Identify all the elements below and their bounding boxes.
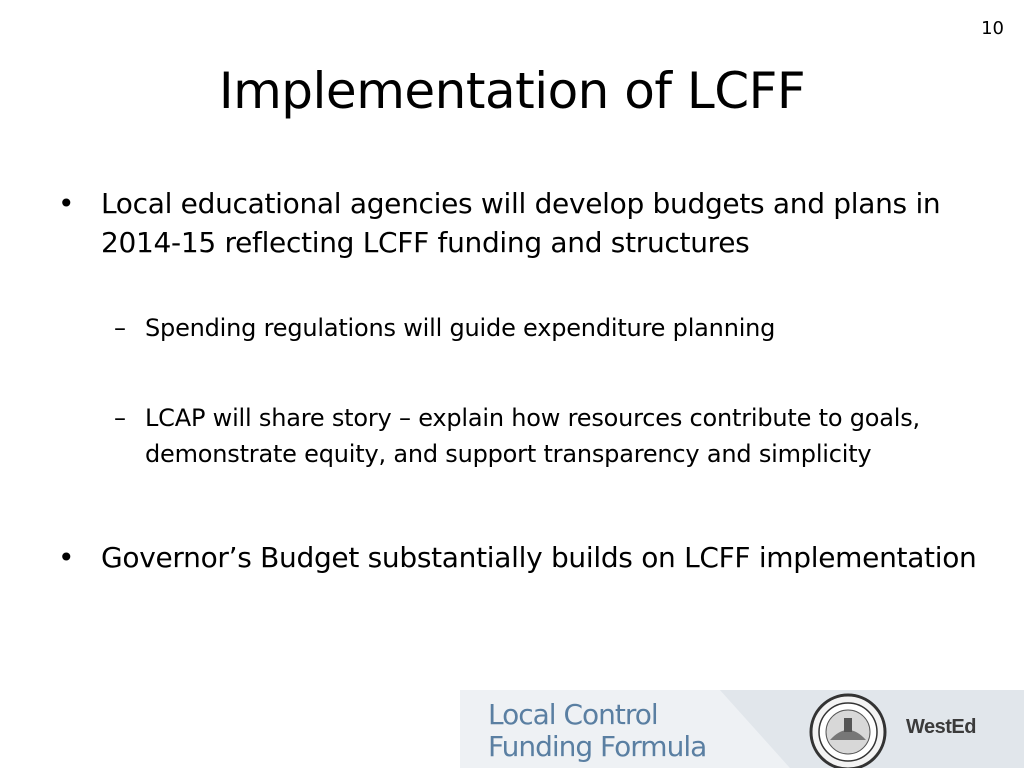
wested-logo: WestEd <box>906 716 976 738</box>
sub-bullet-text: Spending regulations will guide expenditure planning <box>145 314 776 342</box>
sub-bullet-group <box>56 310 986 472</box>
bullet-text: Governor’s Budget substantially builds on LCFF implementation <box>101 541 977 574</box>
sub-bullet-item <box>56 310 986 346</box>
state-board-seal-icon <box>808 690 888 768</box>
bullet-text: Local educational agencies will develop budgets and plans in 2014-15 reflecting LCFF funding and structures <box>101 187 941 259</box>
sub-bullet-text: LCAP will share story – explain how resources contribute to goals, demonstrate equity, and support transparency and simplicity <box>145 404 920 468</box>
sub-bullet-item <box>56 400 986 472</box>
bullet-list <box>56 184 986 577</box>
lcff-logo-line1: Local Control <box>488 698 658 731</box>
slide-number: 10 <box>981 18 1004 39</box>
lcff-logo-line2: Funding Formula <box>488 730 707 763</box>
bullet-item <box>56 184 986 262</box>
bullet-item <box>56 538 986 577</box>
slide-title: Implementation of LCFF <box>218 62 806 120</box>
footer-logo-band <box>460 690 1024 768</box>
